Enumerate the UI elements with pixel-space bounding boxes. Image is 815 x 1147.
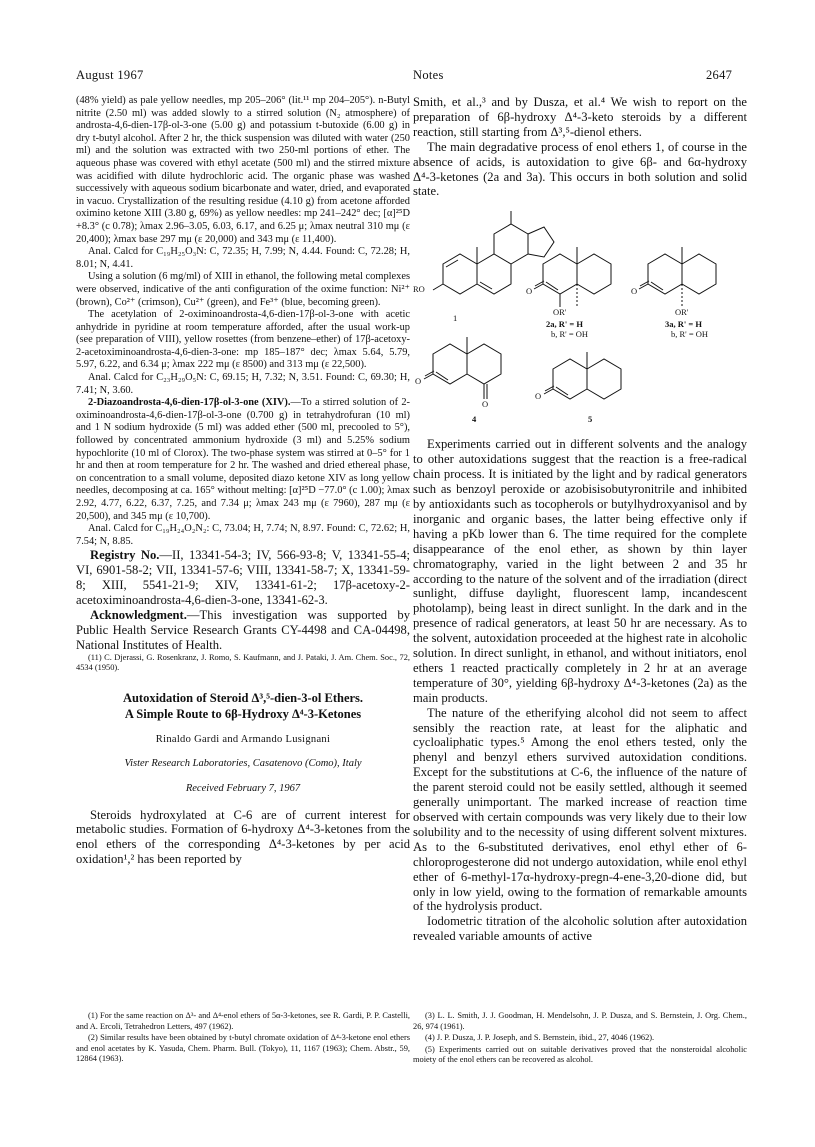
authors: Rinaldo Gardi and Armando Lusignani [155, 733, 331, 745]
running-head-center: Notes [413, 68, 444, 82]
running-head-left: August 1967 [76, 68, 144, 82]
registry-heading: Registry No. [90, 548, 160, 563]
label-3a: 3a, R' = H [665, 319, 702, 330]
page-number: 2647 [706, 68, 733, 82]
affiliation: Vister Research Laboratories, Casatenovo (Como), Italy [124, 758, 362, 770]
experimental-paragraph: The acetylation of 2-oximinoandrosta-4,6-dien-17β-ol-3-one with acetic anhydride in pyridine at room temperature afforded, after the usual work-up (see preparation of VIII), yellow rosettes (from benzene–ether) of 17β-acetoxy-2-acetoximinoandrosta-4,6-dien-3-one: mp 185–187° dec; λmax 5.64, 5.79, 5.97, 6.22, and 6.34 μ; λmax 222 mμ (ε 8500) and 313 mμ (ε 22,500). [76, 309, 410, 371]
experimental-paragraph: 2-Diazoandrosta-4,6-dien-17β-ol-3-one (XIV).—To a stirred solution of 2-oximinoandrosta-4,6-dien-17β-ol-3-one (0.700 g) in tetrahydrofuran (10 ml) and 1 N sodium hydroxide (5 ml) was added ether (500 ml, precooled to 5°), followed by concentrated ammonium hydroxide (3 ml) and 5.25% sodium hypochlorite (10 ml of Clorox). The two-phase system was stirred at 0–5° for 1 hr and then at room temperature for 2 hr. The washed and dried ethereal phase, on concentration to a small volume, deposited diazo ketone XIV as long yellow needles, decomposing at ca. 165° without melting: [α]²⁵D −77.0° (c 1.00); λmax 2.92, 4.77, 6.22, 6.37, 7.25, and 7.34 μ; λmax 243 mμ (ε 7960), 287 mμ (ε 20,500), and 345 mμ (ε 10,700). [76, 397, 410, 522]
experimental-paragraph: Using a solution (6 mg/ml) of XIII in ethanol, the following metal complexes were observed, indicative of the anti configuration of the oxime function: Ni²⁺ (brown), Co²⁺ (crimson), Cu²⁺ (green), and Fe³⁺ (blue, becoming green). [76, 271, 410, 308]
label-or-prime: OR' [553, 307, 567, 318]
body-paragraph: Experiments carried out in different solvents and the analogy to other autoxidations suggest that the reaction is a free-radical chain process. It is initiated by the light and by radical generators such as benzoyl peroxide or azobisisobutyronitrile and inhibited by antioxidants such as tocopherols or butylhydroxyanisol and by inorganic and organic bases, the latter being effective only if having a pKb lower than 6. The time required for the complete disappearance of the enol ether, as shown by thin layer chromatography, varied in the light between 2 and 35 hr according to the nature of the solvent and of the irradiation (direct sunlight, diffuse daylight, fluorescent lamp, incandescent photolamp), being least in direct sunlight. In the dark and in the presence of radical generators, at least 50 hr are necessary. As to the solvent, autoxidation proceeded at the highest rate in alcoholic solution. In direct sunlight, in ethanol, and without initiators, enol ethers 1 reacted practically completely in 2 hr at an average temperature of 30°, yielding 6β-hydroxy Δ⁴-3-ketones (2a) as the main products. [413, 437, 747, 705]
label-compound-4: 4 [472, 414, 477, 425]
label-compound-5: 5 [588, 414, 593, 425]
body-paragraph: The nature of the etherifying alcohol did not seem to affect sensibly the reaction rate, at least for the aliphatic and cycloaliphatic types.⁵ Among the enol ethers tested, only the phenyl and benzyl ethers survived autoxidation conditions. Except for the substitutions at C-6, the influence of the nature of the parent steroid could not be easily settled, although it seemed generally unimportant. The marked increase of reaction time observed with certain compounds was very likely due to their low solubility and to the necessity of using different solvent mixtures. As to the 6-substituted derivatives, enol ethyl ether of 6-chloroprogesterone did not undergo autoxidation, while enol ethyl ether of 6-methyl-17α-hydroxy-pregn-4-ene-3,20-dione did, but only in low yield, owing to the formation of remarkable amounts of the hydrolysis product. [413, 705, 747, 914]
footnote-11: (11) C. Djerassi, G. Rosenkranz, J. Romo, S. Kaufmann, and J. Pataki, J. Am. Chem. Soc., 72, 4534 (1950). [76, 652, 410, 673]
received-date: Received February 7, 1967 [185, 782, 301, 794]
structure-3 [639, 247, 716, 307]
footnote-4: (4) J. P. Dusza, J. P. Joseph, and S. Bernstein, ibid., 27, 4046 (1962). [425, 1033, 655, 1042]
label-oxygen: O [526, 286, 533, 297]
footnote-2: (2) Similar results have been obtained by t-butyl chromate oxidation of Δ⁴-3-ketone enol ethers and enol acetates by K. Yasuda, Chem. Pharm. Bull. (Tokyo), 11, 1167 (1963); Chem. Abstr., 59, 12864 (1963). [76, 1033, 410, 1063]
label-3b: b, R' = OH [671, 329, 709, 340]
label-2a: 2a, R' = H [546, 319, 583, 330]
acknowledgment-paragraph: Acknowledgment.—This investigation was supported by Public Health Service Research Grants CY-4498 and CA-04498, National Institutes of Health. [76, 608, 410, 652]
registry-paragraph: Registry No.—II, 13341-54-3; IV, 566-93-8; V, 13341-55-4; VI, 6901-58-2; VII, 13341-57-6; VIII, 13341-58-7; X, 13341-59-8; XIII, 5541-21-9; XIV, 13341-61-2; 17β-acetoxy-2-acetoximinoandrosta-4,6-dien-3-one, 13341-62-3. [76, 548, 410, 608]
footnote-1: (1) For the same reaction on Δ³- and Δ⁴-enol ethers of 5α-3-ketones, see R. Gardi, P. P. Castelli, and A. Ercoli, Tetrahedron Letters, 497 (1962). [76, 1011, 410, 1031]
footnote-5: (5) Experiments carried out on suitable derivatives proved that the nonsteroidal alcoholic moiety of the enol ethers can be recovered as alcohol. [413, 1044, 747, 1064]
analysis-paragraph: Anal. Calcd for C₁₉H₂₄O₂N₂: C, 73.04; H, 7.74; N, 8.97. Found: C, 72.62; H, 7.54; N, 8.85. [76, 523, 410, 547]
acknowledgment-heading: Acknowledgment. [90, 608, 187, 622]
label-oxygen: O [482, 399, 489, 410]
right-column [413, 95, 747, 944]
experimental-paragraph: (48% yield) as pale yellow needles, mp 205–206° (lit.¹¹ mp 204–205°). n-Butyl nitrite (2.50 ml) was added slowly to a stirred solution (N₂ atmosphere) of androsta-4,6-dien-17β-ol-3-one (5.00 g) and potassium t-butoxide (6.00 g) in dry t-butyl alcohol. After 2 hr, the thick suspension was diluted with water (250 ml) and the solution was extracted with two 250-ml portions of ether. The aqueous phase was covered with ethyl acetate (500 ml) and the stirred mixture was acidified with dilute hydrochloric acid. The organic phase was washed successively with aqueous sodium bicarbonate and water, dried, and evaporated in vacuo. Crystallization of the resulting residue (4.10 g) from acetone afforded oximino ketone XIII (3.80 g, 69%) as yellow needles: mp 241–242° dec; [α]²⁵D +8.3° (c 0.78); λmax 2.96–3.05, 6.03, 6.17, and 6.25 μ; λmax neutral 310 mμ (ε 20,400); λmax base 297 mμ (ε 20,000) and 343 mμ (ε 11,400). [76, 95, 410, 245]
footnotes-right [413, 1011, 747, 1067]
analysis-paragraph: Anal. Calcd for C₁₉H₂₅O₃N: C, 72.35; H, 7.99; N, 4.44. Found: C, 72.28; H, 8.01; N, 4.41. [76, 246, 410, 270]
article-title: Autoxidation of Steroid Δ³,⁵-dien-3-ol Ethers. A Simple Route to 6β-Hydroxy Δ⁴-3-Ketones [122, 690, 364, 721]
label-oxygen: O [415, 376, 422, 387]
structure-2 [534, 247, 611, 307]
label-compound-1: 1 [453, 313, 458, 324]
footnote-3: (3) L. L. Smith, J. J. Goodman, H. Mendelsohn, J. P. Dusza, and S. Bernstein, J. Org. Chem., 26, 974 (1961). [413, 1011, 747, 1031]
left-column [76, 95, 410, 867]
chemical-structures-figure [413, 209, 747, 431]
label-2b: b, R' = OH [551, 329, 589, 340]
analysis-paragraph: Anal. Calcd for C₂₃H₂₉O₅N: C, 69.15; H, 7.32; N, 3.51. Found: C, 69.30; H, 7.41; N, 3.60. [76, 372, 410, 396]
structure-1 [433, 211, 554, 294]
label-oxygen: O [631, 286, 638, 297]
structure-4 [424, 337, 501, 399]
label-or-prime: OR' [675, 307, 689, 318]
structure-5 [544, 352, 621, 399]
label-oxygen: O [535, 391, 542, 402]
compound-heading: 2-Diazoandrosta-4,6-dien-17β-ol-3-one (XIV). [88, 397, 291, 409]
body-paragraph: Iodometric titration of the alcoholic solution after autoxidation revealed variable amounts of active [413, 914, 747, 944]
intro-paragraph: Steroids hydroxylated at C-6 are of current interest for metabolic studies. Formation of 6-hydroxy Δ⁴-3-ketones from the enol ethers of the corresponding Δ⁴-3-ketones by per acid oxidation¹,² has been reported by [76, 807, 410, 867]
body-paragraph: The main degradative process of enol ethers 1, of course in the absence of acids, is autoxidation to give 6β- and 6α-hydroxy Δ⁴-3-ketones (2a and 3a). This occurs in both solution and solid state. [413, 139, 747, 199]
footnotes-left [76, 1011, 410, 1066]
body-paragraph: Smith, et al.,³ and by Dusza, et al.⁴ We wish to report on the preparation of 6β-hydroxy Δ⁴-3-keto steroids by a different reaction, still starting from Δ³,⁵-dienol ethers. [413, 95, 747, 139]
label-ro: RO [413, 284, 425, 295]
